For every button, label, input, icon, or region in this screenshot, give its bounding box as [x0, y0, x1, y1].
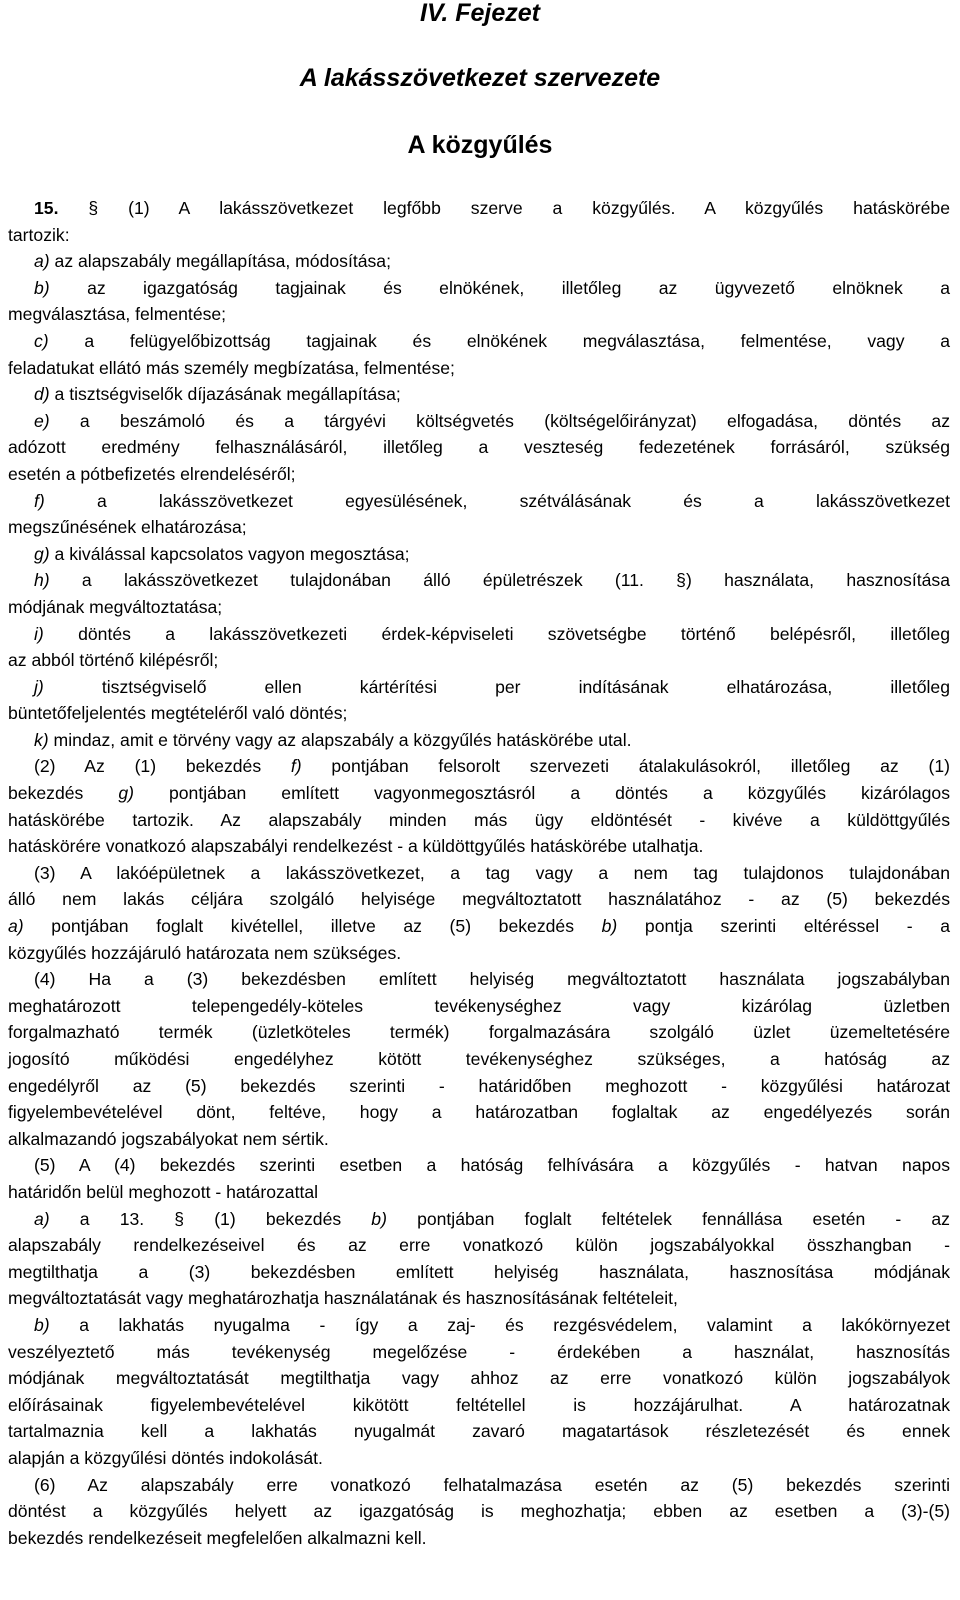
text-line [8, 1179, 950, 1206]
text-run: a lakhatás nyugalma - így a zaj- és rezgésvédelem, valamint a lakókörnyezet [49, 1314, 950, 1335]
text-run: (5) A (4) bekezdés szerinti esetben a hatóság felhívására a közgyűlés - hatvan napos [34, 1155, 950, 1176]
text-run: pontjában foglalt kivétellel, illetve az (5) bekezdés [23, 916, 602, 937]
text-run: előírásainak figyelembevételével kikötött feltétellel is hozzájárulhat. A határozatnak [8, 1394, 950, 1415]
text-line [8, 727, 950, 754]
text-line [8, 1418, 950, 1445]
text-run: pontjában foglalt feltételek fennállása esetén - az [386, 1208, 950, 1229]
text-run: mindaz, amit e törvény vagy az alapszabály a közgyűlés hatáskörébe utal. [48, 729, 632, 750]
text-run: § (1) A lakásszövetkezet legfőbb szerve a közgyűlés. A közgyűlés hatáskörébe [58, 198, 950, 218]
text-run: pontjában említett vagyonmegosztásról a döntés a közgyűlés kizárólagos [133, 783, 951, 804]
text-run: c) [34, 330, 49, 351]
text-run: 15. [34, 198, 59, 218]
section-body [8, 195, 950, 1551]
text-run: tisztségviselő ellen kártérítési per indításának elhatározása, illetőleg [43, 676, 950, 697]
text-line [8, 674, 950, 701]
text-run: jogosító működési engedélyhez kötött tevékenységhez szükséges, a hatóság az [8, 1049, 950, 1069]
text-line [8, 807, 950, 834]
text-run: megtilthatja a (3) bekezdésben említett helyiség használata, hasznosítása módjának [8, 1261, 950, 1282]
text-line [8, 1472, 950, 1499]
text-run: f) [290, 756, 302, 777]
text-run: veszélyeztető más tevékenység megelőzése - érdekében a használat, hasznosítás [8, 1341, 950, 1362]
text-run: a) [34, 251, 50, 272]
text-line [8, 408, 950, 435]
text-line [8, 275, 950, 302]
text-run: g) [118, 783, 134, 804]
text-run: j) [34, 676, 44, 697]
text-line [8, 594, 950, 621]
text-run: bekezdés [8, 783, 119, 804]
text-line [8, 301, 950, 328]
text-run: a 13. § (1) bekezdés [49, 1208, 372, 1229]
text-line [8, 860, 950, 887]
text-line [8, 1525, 950, 1552]
text-run: a kiválással kapcsolatos vagyon megosztása; [49, 543, 410, 564]
text-line [8, 913, 950, 940]
text-run: b) [601, 916, 618, 937]
text-run: alkalmazandó jogszabályokat nem sértik. [8, 1128, 329, 1149]
text-run: d) [34, 384, 50, 405]
text-run: tartalmaznia kell a lakhatás nyugalmát zavaró magatartások részletezését és ennek [8, 1421, 950, 1442]
text-line [8, 1312, 950, 1339]
text-line [8, 993, 950, 1020]
text-run: hatáskörébe tartozik. Az alapszabály minden más ügy eldöntését - kivéve a küldöttgyűlés [8, 809, 950, 830]
text-run: esetén a pótbefizetés elrendeléséről; [8, 463, 296, 484]
text-run: megválasztása, felmentése; [8, 304, 227, 325]
text-run: a lakásszövetkezet egyesülésének, szétválásának és a lakásszövetkezet [44, 490, 950, 511]
text-line [8, 647, 950, 674]
text-line [8, 621, 950, 648]
text-line [8, 1126, 950, 1153]
text-run: határidőn belül meghozott - határozattal [8, 1181, 319, 1202]
text-line [8, 940, 950, 967]
text-line [8, 434, 950, 461]
text-run: (3) A lakóépületnek a lakásszövetkezet, a tag vagy a nem tag tulajdonos tulajdonában [34, 862, 950, 883]
text-run: i) [34, 623, 44, 644]
text-run: az igazgatóság tagjainak és elnökének, illetőleg az ügyvezető elnöknek a [49, 277, 950, 298]
text-line [8, 1365, 950, 1392]
text-line [8, 1206, 950, 1233]
section-heading: A közgyűlés [407, 131, 553, 159]
text-run: engedélyről az (5) bekezdés szerinti - határidőben meghozott - közgyűlési határozat [8, 1075, 950, 1096]
text-line [8, 1099, 950, 1126]
text-line [8, 1232, 950, 1259]
text-run: az abból történő kilépésről; [8, 650, 219, 671]
chapter-heading: IV. Fejezet [420, 0, 540, 27]
text-line [8, 1046, 950, 1073]
text-run: megszűnésének elhatározása; [8, 517, 247, 538]
text-line [8, 381, 950, 408]
text-run: f) [34, 490, 45, 511]
text-run: b) [34, 1314, 50, 1335]
text-line [8, 328, 950, 355]
text-line [8, 514, 950, 541]
text-line [8, 1339, 950, 1366]
text-run: a) [34, 1208, 50, 1229]
text-line [8, 1073, 950, 1100]
text-run: az alapszabály megállapítása, módosítása; [49, 251, 391, 272]
text-run: a tisztségviselők díjazásának megállapítása; [49, 384, 401, 405]
text-run: h) [34, 570, 50, 591]
text-run: g) [34, 543, 50, 564]
text-run: pontja szerinti eltéréssel - a [617, 916, 950, 937]
text-line [8, 195, 950, 222]
text-run: b) [34, 277, 50, 298]
text-run: megváltoztatását vagy meghatározhatja használatának és hasznosításának feltételeit, [8, 1288, 678, 1309]
text-line [8, 753, 950, 780]
text-run: b) [371, 1208, 387, 1229]
text-run: módjának megváltoztatása; [8, 596, 223, 617]
text-line [8, 222, 950, 249]
text-line [8, 1498, 950, 1525]
text-run: a lakásszövetkezet tulajdonában álló épületrészek (11. §) használata, hasznosítása [49, 570, 950, 591]
text-line [8, 355, 950, 382]
text-run: a beszámoló és a tárgyévi költségvetés (költségelőirányzat) elfogadása, döntés az [49, 410, 950, 431]
text-line [8, 1152, 950, 1179]
text-run: alapján a közgyűlési döntés indokolását. [8, 1447, 323, 1468]
text-line [8, 1019, 950, 1046]
text-run: figyelembevételével dönt, feltéve, hogy a határozatban foglaltak az engedélyezés során [8, 1102, 950, 1123]
text-line [8, 567, 950, 594]
text-line [8, 461, 950, 488]
text-run: (2) Az (1) bekezdés [34, 756, 291, 777]
chapter-title: A lakásszövetkezet szervezete [299, 64, 661, 92]
text-run: hatáskörére vonatkozó alapszabályi rendelkezést - a küldöttgyűlés hatáskörébe utalhatja. [8, 836, 704, 857]
text-line [8, 966, 950, 993]
text-run: tartozik: [8, 224, 70, 245]
text-line [8, 1392, 950, 1419]
text-run: döntés a lakásszövetkezeti érdek-képviseleti szövetségbe történő belépésről, illetőleg [43, 623, 950, 644]
text-line [8, 488, 950, 515]
text-line [8, 1285, 950, 1312]
text-run: a) [8, 916, 24, 937]
text-run: k) [34, 729, 49, 750]
text-run: adózott eredmény felhasználásáról, illetőleg a veszteség fedezetének forrásáról, szükség [8, 437, 950, 458]
text-run: közgyűlés hozzájáruló határozata nem szükséges. [8, 942, 402, 963]
text-run: döntést a közgyűlés helyett az igazgatóság is meghozhatja; ebben az esetben a (3)-(5) [8, 1501, 950, 1522]
text-line [8, 541, 950, 568]
text-run: büntetőfeljelentés megtételéről való döntés; [8, 703, 348, 724]
text-line [8, 1445, 950, 1472]
text-run: (4) Ha a (3) bekezdésben említett helyiség megváltoztatott használata jogszabályban [34, 969, 950, 990]
text-line [8, 700, 950, 727]
text-line [8, 780, 950, 807]
text-run: a felügyelőbizottság tagjainak és elnökének megválasztása, felmentése, vagy a [48, 330, 950, 351]
text-run: módjának megváltoztatását megtilthatja vagy ahhoz az erre vonatkozó külön jogszabályok [8, 1368, 950, 1389]
text-run: bekezdés rendelkezéseit megfelelően alkalmazni kell. [8, 1527, 427, 1548]
text-run: alapszabály rendelkezéseivel és az erre vonatkozó külön jogszabályokkal összhangban - [8, 1235, 950, 1256]
text-line [8, 248, 950, 275]
text-run: meghatározott telepengedély-köteles tevékenységhez vagy kizárólag üzletben [8, 995, 950, 1016]
text-line [8, 886, 950, 913]
text-line [8, 833, 950, 860]
text-run: álló nem lakás céljára szolgáló helyisége megváltoztatott használatához - az (5) bekezdés [8, 889, 950, 910]
text-run: (6) Az alapszabály erre vonatkozó felhatalmazása esetén az (5) bekezdés szerinti [34, 1474, 950, 1495]
text-run: feladatukat ellátó más személy megbízatása, felmentése; [8, 357, 455, 378]
text-run: forgalmazható termék (üzletköteles termék) forgalmazására szolgáló üzlet üzemeltetésére [8, 1022, 950, 1043]
text-line [8, 1259, 950, 1286]
text-run: pontjában felsorolt szervezeti átalakulásokról, illetőleg az (1) [301, 756, 950, 777]
text-run: e) [34, 410, 50, 431]
